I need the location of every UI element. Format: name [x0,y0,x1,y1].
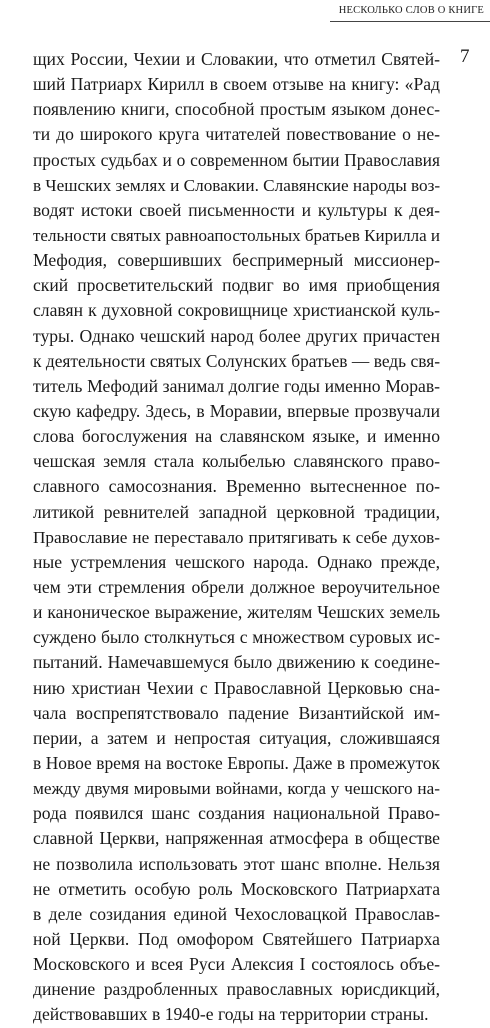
text-line: тельности святых равноапостольных братьев Кирилла и [33,225,441,245]
text-line: простых судьбах и о современном бытии Православия [33,149,440,170]
text-line: чешская земля стала колыбелью славянского право- [33,451,440,472]
text-line: действовавших в 1940-е годы на территории страны. [33,1004,429,1025]
text-line: щих России, Чехии и Словакии, что отметил Святей- [33,49,440,69]
text-line: между двумя мировыми войнами, когда у чешского на- [33,779,440,799]
text-line: литикой ревнителей западной церковной традиции, [33,501,440,522]
text-line: славного самосознания. Временно вытесненное по- [33,476,440,497]
running-title: НЕСКОЛЬКО СЛОВ О КНИГЕ [338,5,484,16]
text-line: чем эти стремления обрели должное вероучительное [33,576,440,597]
text-line: пытаний. Намечавшемуся было движению к соедине- [33,652,440,673]
text-line: слова богослужения на славянском языке, и именно [33,426,440,447]
text-line: и каноническое выражение, жителям Чешских земель [33,602,440,623]
text-line: титель Мефодий занимал долгие годы именно Морав- [33,375,440,396]
text-line: скую кафедру. Здесь, в Моравии, впервые прозвучали [33,400,440,421]
text-line: суждено было столкнуться с множеством суровых ис- [33,627,440,648]
text-line: Православие не переставало притягивать к себе духов- [33,527,440,547]
text-line: к деятельности святых Солунских братьев — ведь свя- [33,350,440,371]
text-line: ский просветительский подвиг во имя приобщения [33,275,440,296]
text-line: ший Патриарх Кирилл в своем отзыве на книгу: «Рад [33,74,440,95]
text-line: туры. Однако чешский народ более других причастен [33,325,440,346]
text-line: ти до широкого круга читателей повествование о не- [33,124,440,145]
text-line: динение раздробленных православных юрисдикций, [33,979,440,1000]
text-line: перии, а затем и непростая ситуация, сложившаяся [33,727,440,748]
text-line: не позволила использовать этот шанс вполне. Нельзя [33,853,440,874]
text-line: Мефодия, совершивших беспримерный миссионер- [33,250,440,271]
text-line: не отметить особую роль Московского Патриархата [33,878,440,899]
text-line: водят истоки своей письменности и культуры к дея- [33,199,440,220]
text-line: в Новое время на востоке Европы. Даже в промежуток [33,752,440,773]
body-text [33,47,440,1027]
text-line: нию христиан Чехии с Православной Церковью сна- [33,677,440,698]
header-rule [330,21,490,22]
text-line: чала воспрепятствовало падение Византийской им- [33,702,440,723]
text-line: в деле созидания единой Чехословацкой Православ- [33,903,440,924]
text-line: славной Церкви, напряженная атмосфера в обществе [33,828,440,849]
text-line: в Чешских землях и Словакии. Славянские народы воз- [33,175,441,195]
text-line: ной Церкви. Под омофором Святейшего Патриарха [33,928,440,949]
text-line: появлению книги, способной простым языком донес- [33,99,440,120]
text-line: рода появился шанс создания национальной Право- [33,803,440,824]
text-line: славян к духовной сокровищнице христианской куль- [33,300,440,321]
page-number: 7 [460,46,470,67]
text-line: Московского и всея Руси Алексия I состоялось объе- [33,954,440,975]
text-line: ные устремления чешского народа. Однако прежде, [33,551,440,572]
